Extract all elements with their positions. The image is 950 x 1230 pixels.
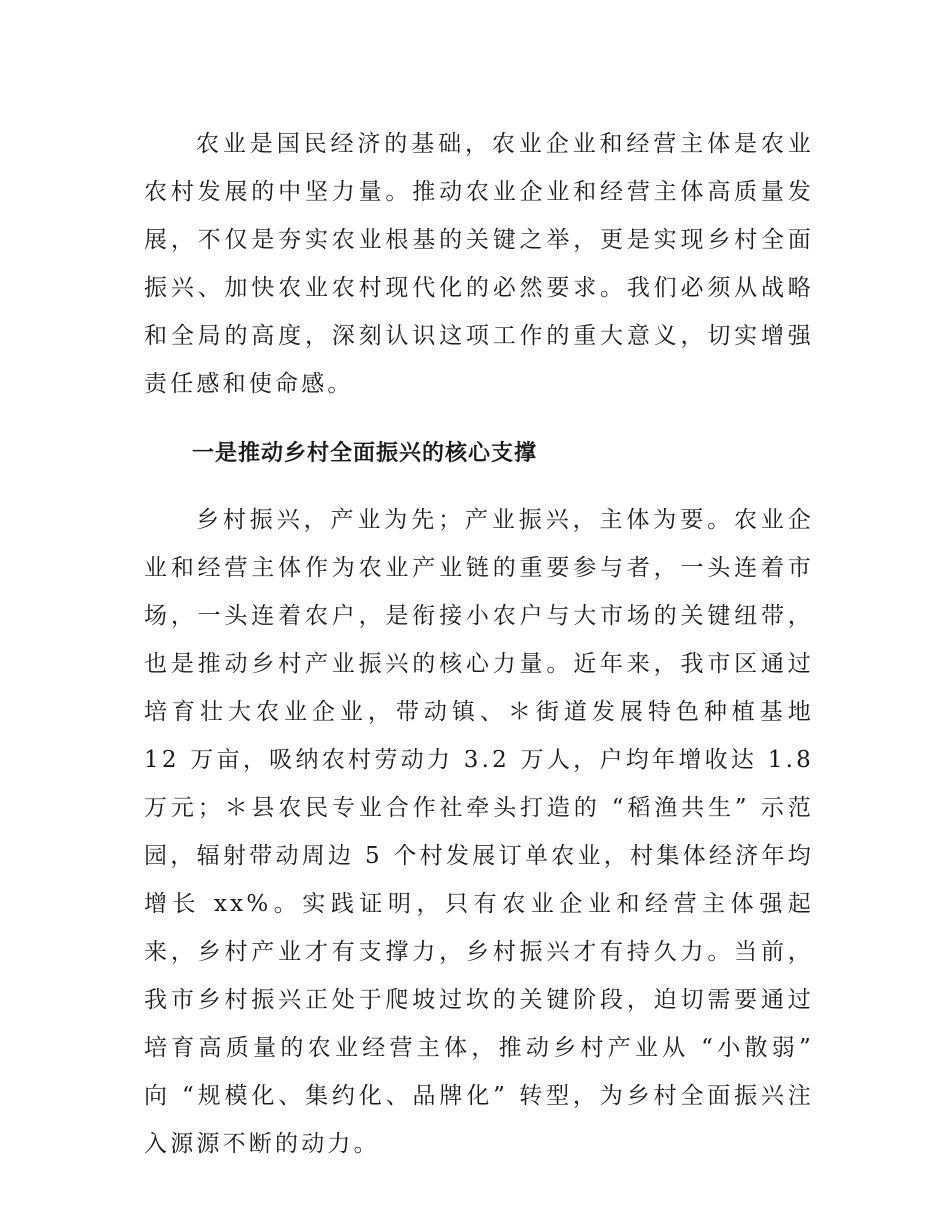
section-paragraph: 乡村振兴，产业为先；产业振兴，主体为要。农业企业和经营主体作为农业产业链的重要参与者，一头连着市场，一头连着农户，是衔接小农户与大市场的关键纽带，也是推动乡村产业振兴的核心力量。近年来，我市区通过培育壮大农业企业，带动镇、＊街道发展特色种植基地 12 万亩，吸纳农村劳动力 3.2 万人，户均年增收达 1.8 万元；＊县农民专业合作社牵头打造的 “稻渔共生” 示范园，辐射带动周边 5 个村发展订单农业，村集体经济年均增长 xx%。实践证明，只有农业企业和经营主体强起来，乡村产业才有支撑力，乡村振兴才有持久力。当前，我市乡村振兴正处于爬坡过坎的关键阶段，迫切需要通过培育高质量的农业经营主体，推动乡村产业从 “小散弱” 向 “规模化、集约化、品牌化” 转型，为乡村全面振兴注入源源不断的动力。 [144, 507, 814, 1157]
intro-paragraph: 农业是国民经济的基础，农业企业和经营主体是农业农村发展的中坚力量。推动农业企业和经营主体高质量发展，不仅是夯实农业根基的关键之举，更是实现乡村全面振兴、加快农业农村现代化的必然要求。我们必须从战略和全局的高度，深刻认识这项工作的重大意义，切实增强责任感和使命感。 [144, 131, 814, 397]
document-body [144, 120, 814, 1168]
section-heading: 一是推动乡村全面振兴的核心支撑 [192, 441, 538, 466]
